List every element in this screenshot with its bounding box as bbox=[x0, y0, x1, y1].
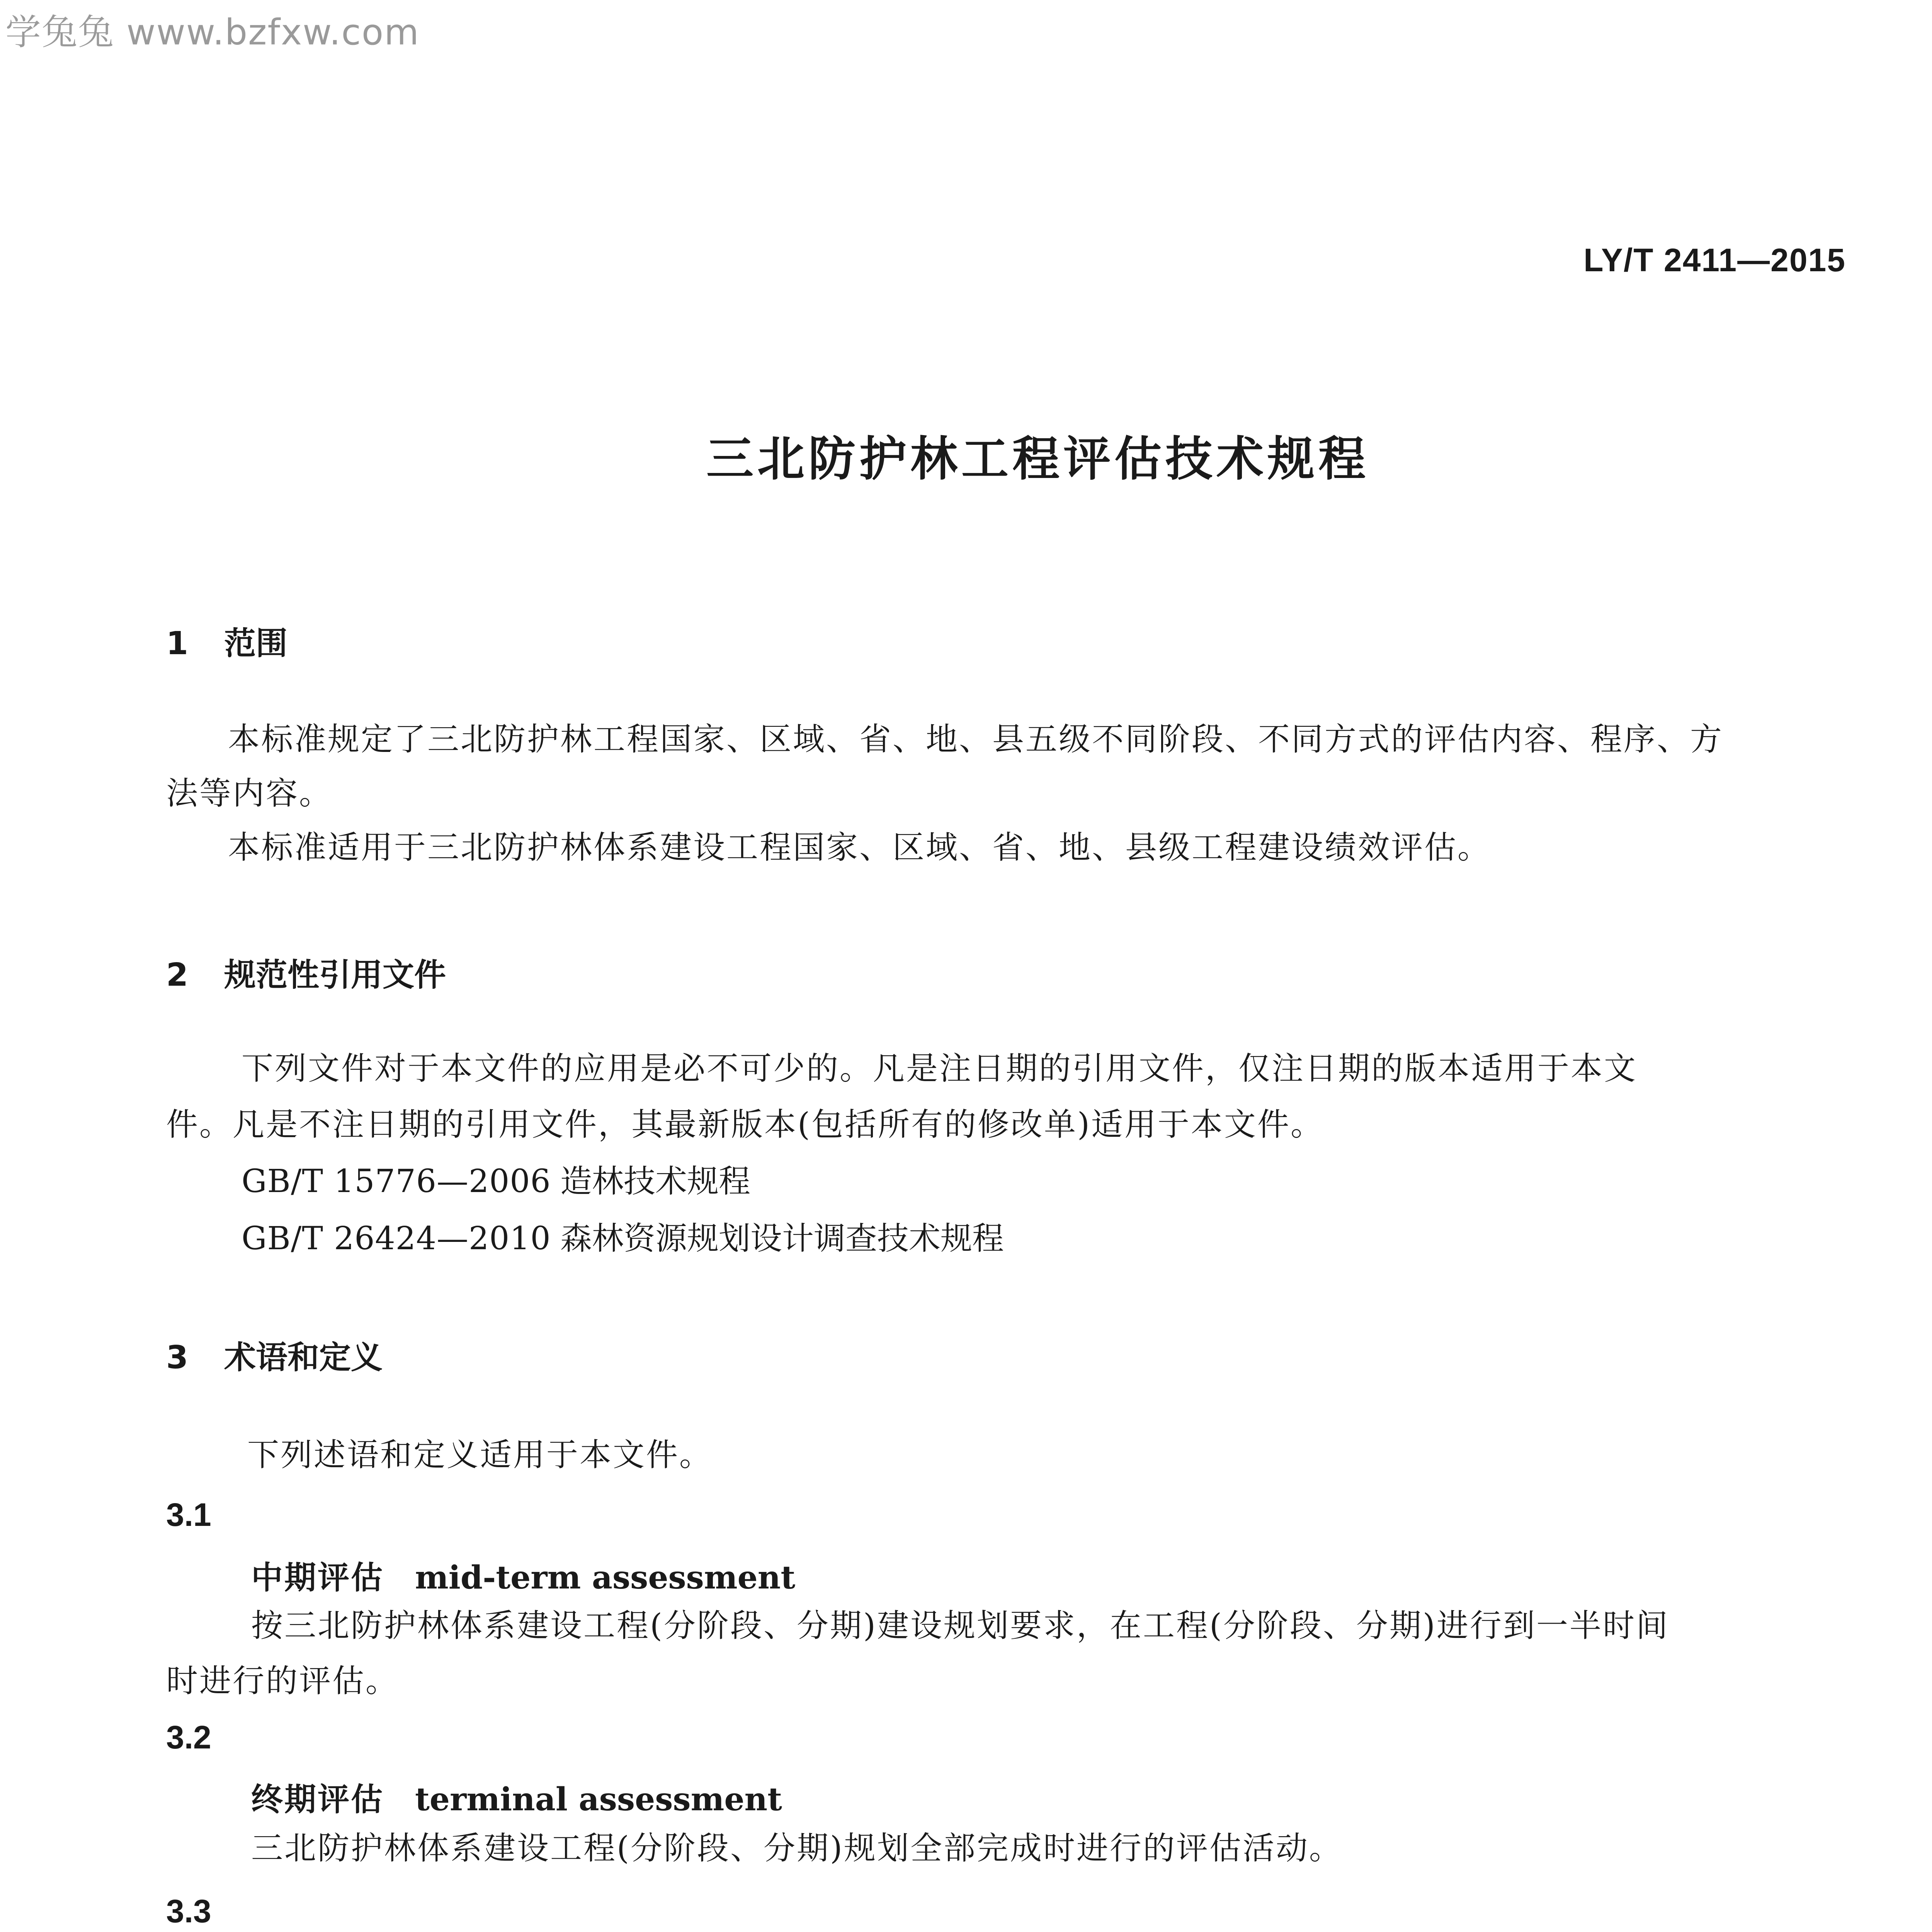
term-number: 3.3 bbox=[166, 1893, 211, 1929]
reference-title: 森林资源规划设计调查技术规程 bbox=[560, 1220, 1004, 1257]
scope-paragraph-1-line-2: 法等内容。 bbox=[166, 775, 333, 812]
term-heading bbox=[251, 1553, 795, 1598]
reference-title: 造林技术规程 bbox=[560, 1163, 751, 1200]
section-2-heading bbox=[166, 950, 446, 995]
terms-intro: 下列述语和定义适用于本文件。 bbox=[247, 1437, 713, 1473]
term-definition-line-1: 三北防护林体系建设工程(分阶段、分期)规划全部完成时进行的评估活动。 bbox=[251, 1830, 1342, 1867]
standard-code: LY/T 2411—2015 bbox=[1583, 242, 1846, 278]
section-title: 规范性引用文件 bbox=[224, 957, 446, 993]
references-paragraph-line-2: 件。凡是不注日期的引用文件，其最新版本(包括所有的修改单)适用于本文件。 bbox=[166, 1106, 1324, 1143]
term-number: 3.1 bbox=[166, 1497, 211, 1533]
scope-paragraph-1-line-1: 本标准规定了三北防护林工程国家、区域、省、地、县五级不同阶段、不同方式的评估内容、程序、方 bbox=[228, 721, 1724, 758]
term-english: mid-term assessment bbox=[415, 1559, 796, 1596]
term-definition-line-2: 时进行的评估。 bbox=[166, 1663, 399, 1699]
references-paragraph-line-1: 下列文件对于本文件的应用是必不可少的。凡是注日期的引用文件，仅注日期的版本适用于本文 bbox=[242, 1050, 1638, 1087]
reference-code: GB/T 26424—2010 bbox=[242, 1220, 551, 1257]
section-number: 2 bbox=[166, 957, 189, 993]
term-number: 3.2 bbox=[166, 1719, 211, 1755]
section-number: 1 bbox=[166, 625, 189, 662]
term-chinese: 终期评估 bbox=[251, 1781, 384, 1818]
section-title: 术语和定义 bbox=[224, 1339, 383, 1376]
reference-item bbox=[242, 1156, 750, 1201]
term-heading bbox=[251, 1774, 782, 1820]
reference-code: GB/T 15776—2006 bbox=[242, 1163, 551, 1200]
term-definition-line-1: 按三北防护林体系建设工程(分阶段、分期)建设规划要求，在工程(分阶段、分期)进行到一半时间 bbox=[251, 1607, 1669, 1644]
watermark-text: 学兔兔 www.bzfxw.com bbox=[5, 12, 420, 53]
section-title: 范围 bbox=[224, 625, 288, 662]
term-chinese: 中期评估 bbox=[251, 1560, 384, 1596]
section-3-heading bbox=[166, 1332, 383, 1378]
term-english: terminal assessment bbox=[415, 1781, 782, 1818]
section-number: 3 bbox=[166, 1339, 189, 1376]
document-title: 三北防护林工程评估技术规程 bbox=[706, 432, 1369, 486]
section-1-heading bbox=[166, 618, 287, 663]
reference-item bbox=[242, 1213, 1004, 1259]
scope-paragraph-2: 本标准适用于三北防护林体系建设工程国家、区域、省、地、县级工程建设绩效评估。 bbox=[228, 829, 1491, 866]
